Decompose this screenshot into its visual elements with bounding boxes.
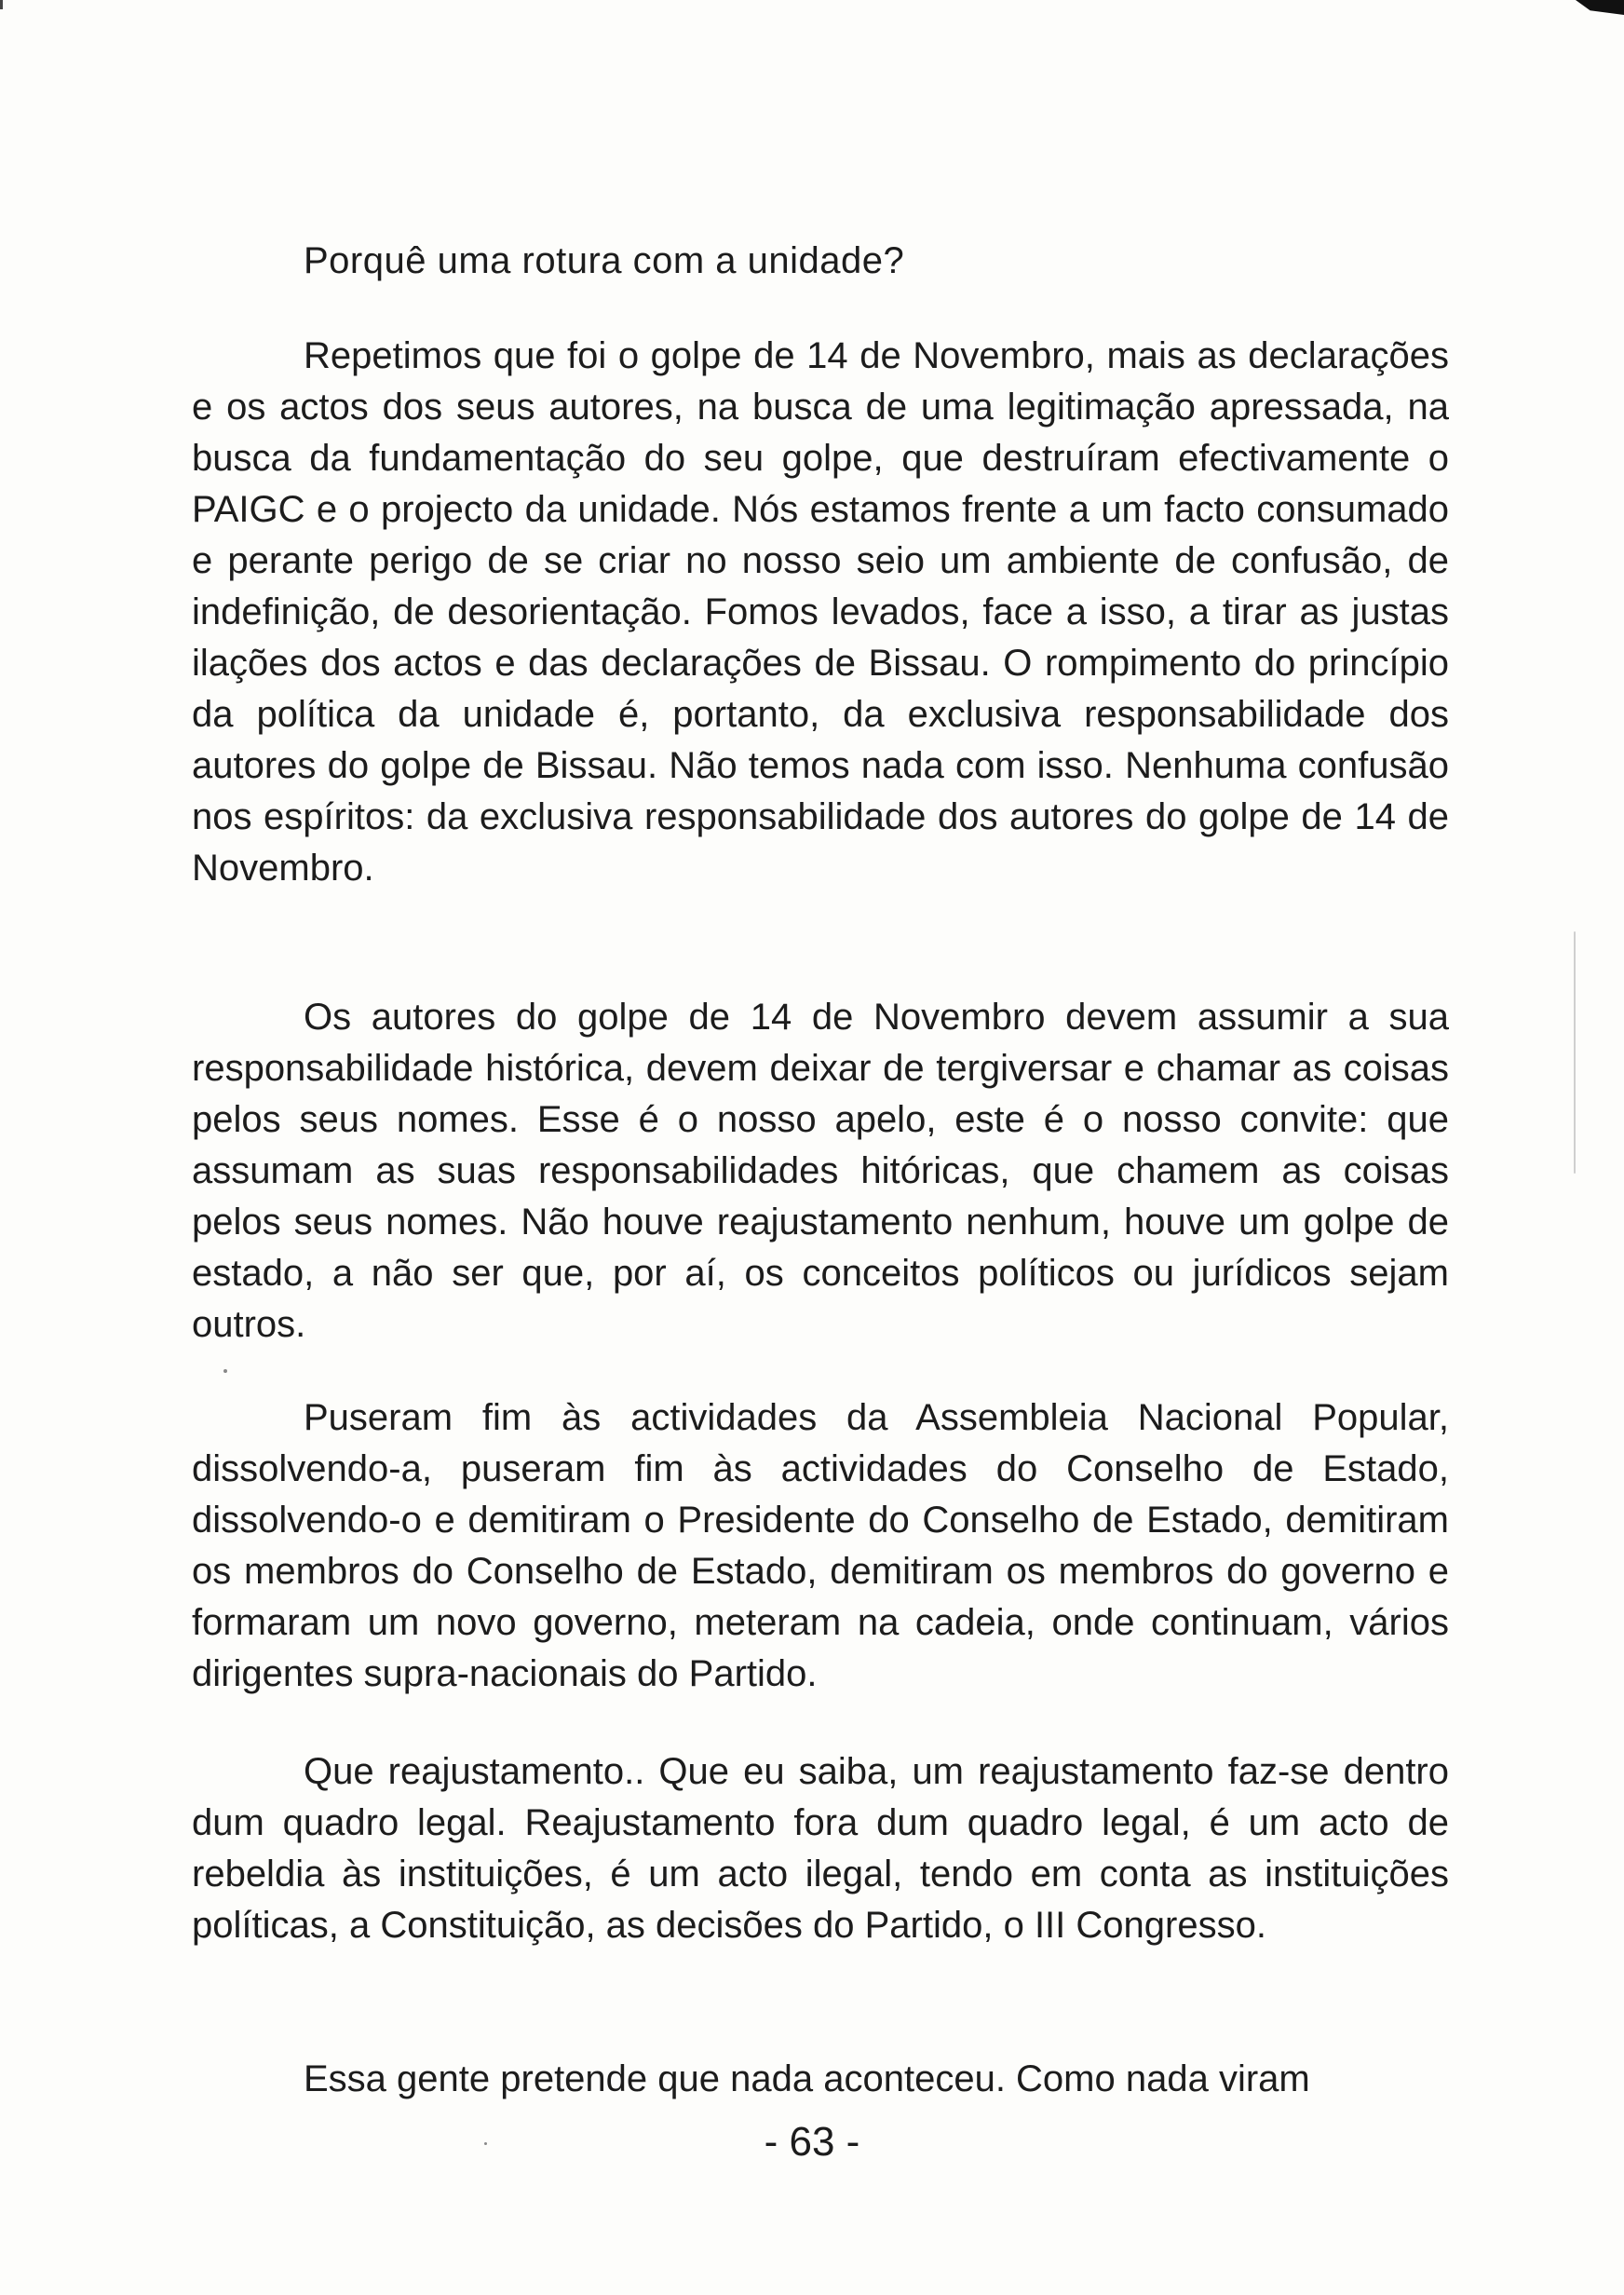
paragraph-text: Essa gente pretende que nada aconteceu. Como nada viram: [304, 2058, 1310, 2099]
scan-speck: [484, 2142, 487, 2145]
paragraph: [192, 1746, 1449, 1951]
paragraph: [192, 2054, 1449, 2105]
paragraph-text: Que reajustamento.. Que eu saiba, um reajustamento faz-se dentro dum quadro legal. Reajustamento fora dum quadro legal, é um acto de rebeldia às instituições, é um acto ilegal, tendo em conta as instituições políticas, a Constituição, as decisões do Partido, o III Congresso.: [192, 1751, 1449, 1946]
scan-speck: [1574, 931, 1576, 1174]
scan-edge-mark: [0, 0, 3, 9]
paragraph-text: Puseram fim às actividades da Assembleia Nacional Popular, dissolvendo-a, puseram fim às actividades do Conselho de Estado, dissolvendo-o e demitiram o Presidente do Conselho de Estado, demitiram os membros do Conselho de Estado, demitiram os membros do governo e formaram um novo governo, meteram na cadeia, onde continuam, vários dirigentes supra-nacionais do Partido.: [192, 1397, 1449, 1694]
paragraph: [192, 992, 1449, 1351]
scan-corner-mark: [1576, 0, 1624, 15]
paragraph: [192, 331, 1449, 894]
page-number: - 63 -: [764, 2119, 860, 2165]
scan-speck: [223, 1369, 227, 1373]
paragraph: [192, 1392, 1449, 1700]
paragraph-text: Repetimos que foi o golpe de 14 de Novembro, mais as declarações e os actos dos seus autores, na busca de uma legitimação apressada, na busca da fundamentação do seu golpe, que destruíram efectivamente o PAIGC e o projecto da unidade. Nós estamos frente a um facto consumado e perante perigo de se criar no nosso seio um ambiente de confusão, de indefinição, de desorientação. Fomos levados, face a isso, a tirar as justas ilações dos actos e das declarações de Bissau. O rompimento do princípio da política da unidade é, portanto, da exclusiva responsabilidade dos autores do golpe de Bissau. Não temos nada com isso. Nenhuma confusão nos espíritos: da exclusiva responsabilidade dos autores do golpe de 14 de Novembro.: [192, 335, 1449, 889]
section-heading: Porquê uma rotura com a unidade?: [304, 240, 905, 281]
paragraph-text: Os autores do golpe de 14 de Novembro devem assumir a sua responsabilidade histórica, devem deixar de tergiversar e chamar as coisas pelos seus nomes. Esse é o nosso apelo, este é o nosso convite: que assumam as suas responsabilidades hitóricas, que chamem as coisas pelos seus nomes. Não houve reajustamento nenhum, houve um golpe de estado, a não ser que, por aí, os conceitos políticos ou jurídicos sejam outros.: [192, 997, 1449, 1345]
